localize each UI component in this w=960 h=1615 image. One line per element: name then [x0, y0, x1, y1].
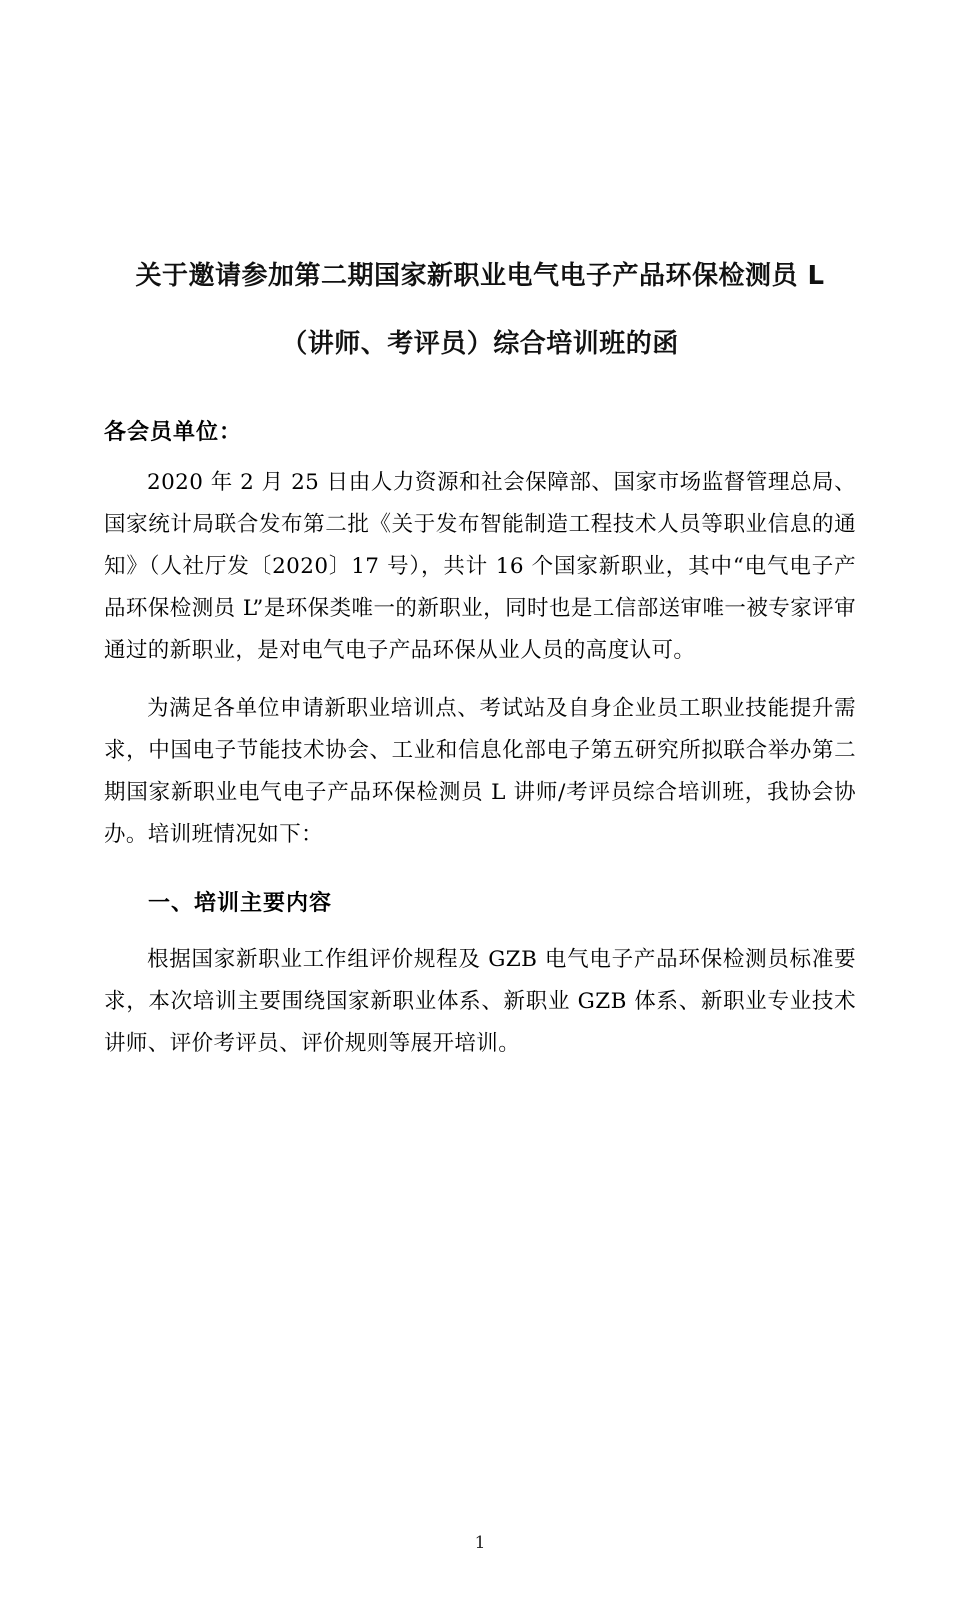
salutation: 各会员单位：	[104, 419, 243, 446]
section-paragraph-1: 根据国家新职业工作组评价规程及 GZB 电气电子产品环保检测员标准要求，本次培训主要围绕国家新职业体系、新职业 GZB 体系、新职业专业技术讲师、评价考评员、评价规则等展开培训。	[104, 947, 856, 1057]
body-paragraph-1: 2020 年 2 月 25 日由人力资源和社会保障部、国家市场监督管理总局、国家统计局联合发布第二批《关于发布智能制造工程技术人员等职业信息的通知》（人社厅发〔2020〕17 号），共计 16 个国家新职业，其中“电气电子产品环保检测员 L”是环保类唯一的新职业，同时也是工信部送审唯一被专家评审通过的新职业，是对电气电子产品环保从业人员的高度认可。	[104, 470, 856, 664]
title-line-1: 关于邀请参加第二期国家新职业电气电子产品环保检测员 L	[135, 261, 825, 291]
title-line-2: （讲师、考评员）综合培训班的函	[281, 328, 679, 359]
page-number: 1	[474, 1533, 486, 1553]
document-page	[0, 258, 960, 1615]
section-heading-1: 一、培训主要内容	[148, 890, 333, 916]
document-title	[104, 258, 856, 363]
body-paragraph-2: 为满足各单位申请新职业培训点、考试站及自身企业员工职业技能提升需求，中国电子节能技术协会、工业和信息化部电子第五研究所拟联合举办第二期国家新职业电气电子产品环保检测员 L 讲师/考评员综合培训班，我协会协办。培训班情况如下：	[104, 695, 856, 847]
